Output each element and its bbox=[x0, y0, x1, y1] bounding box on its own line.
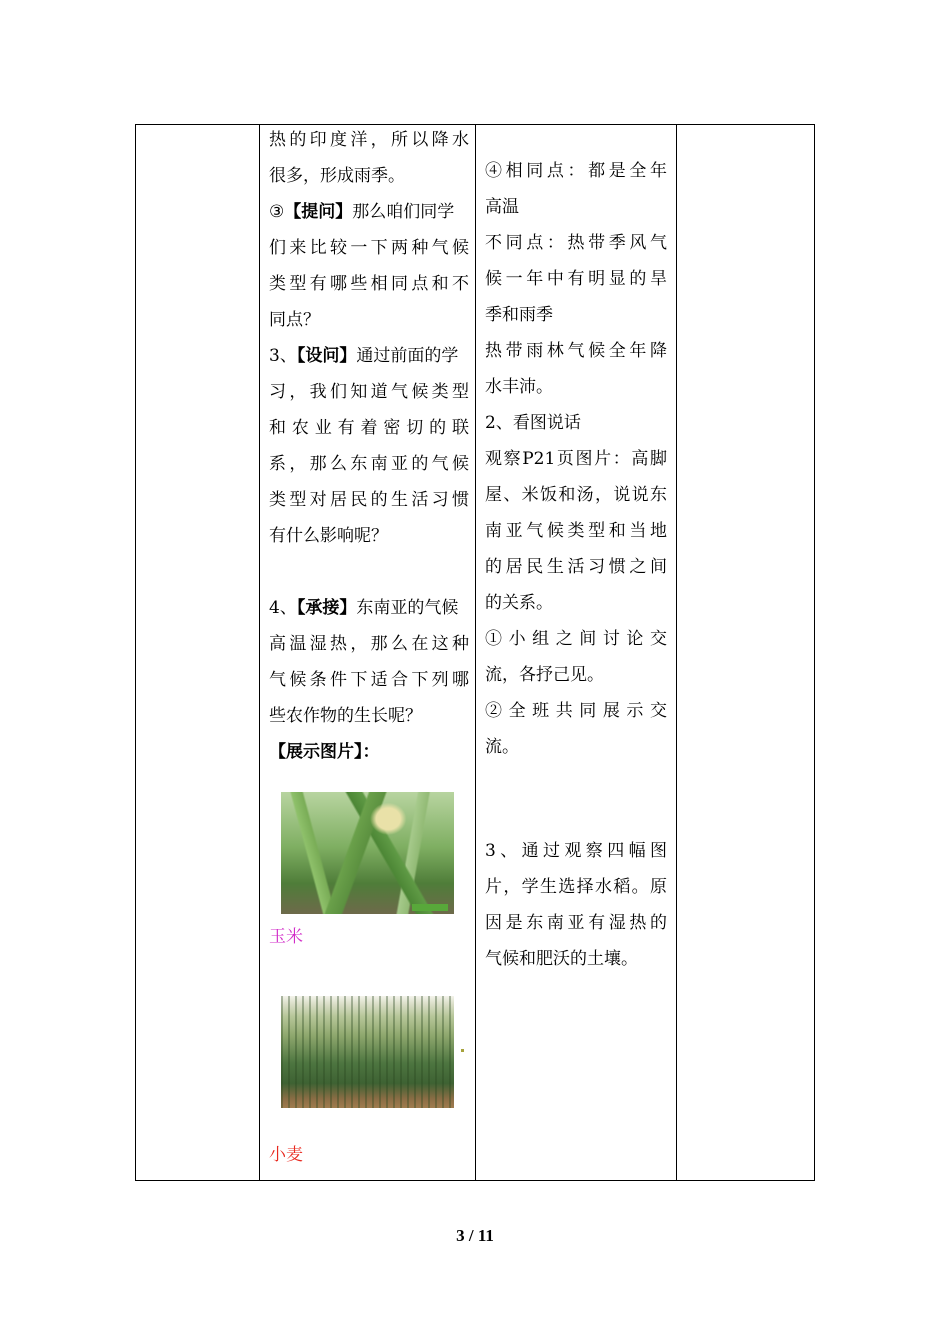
text-line: 系，那么东南亚的气候 bbox=[269, 454, 469, 474]
text-line: 南亚气候类型和当地 bbox=[485, 521, 667, 541]
wheat-caption: 小麦 bbox=[269, 1145, 303, 1165]
show-pictures-label: 【展示图片】： bbox=[269, 742, 380, 762]
text-line: 季和雨季 bbox=[485, 305, 553, 325]
text-line: 高温湿热，那么在这种 bbox=[269, 634, 469, 654]
text-line: 气候和肥沃的土壤。 bbox=[485, 949, 638, 969]
blank-line bbox=[269, 554, 469, 590]
stray-mark bbox=[461, 1049, 464, 1052]
column-divider bbox=[259, 125, 260, 1180]
question-3b-heading: 3、【设问】通过前面的学 bbox=[269, 346, 459, 366]
text-line: 因是东南亚有湿热的 bbox=[485, 913, 667, 933]
corn-caption: 玉米 bbox=[269, 927, 303, 947]
text-line: 有什么影响呢？ bbox=[269, 526, 388, 546]
teacher-activity-cell bbox=[269, 122, 469, 1165]
text-line: 的关系。 bbox=[485, 593, 553, 613]
text-line: 片，学生选择水稻。原 bbox=[485, 877, 667, 897]
text-line: 同点？ bbox=[269, 310, 320, 330]
text-line: 屋、米饭和汤，说说东 bbox=[485, 485, 667, 505]
column-divider bbox=[676, 125, 677, 1180]
watermark-badge bbox=[412, 904, 448, 911]
text-line: 观察P21页图片：高脚 bbox=[485, 449, 667, 469]
text-line: 水丰沛。 bbox=[485, 377, 553, 397]
text-line: ②全班共同展示交 bbox=[485, 701, 667, 721]
lesson-table bbox=[135, 124, 815, 1181]
text-line: 和农业有着密切的联 bbox=[269, 418, 469, 438]
corn-photo bbox=[281, 792, 454, 914]
text-line: 很多，形成雨季。 bbox=[269, 166, 405, 186]
text-line: 的居民生活习惯之间 bbox=[485, 557, 667, 577]
text-line: 高温 bbox=[485, 197, 519, 217]
text-line: 流。 bbox=[485, 737, 519, 757]
student-activity-cell bbox=[485, 153, 667, 977]
text-line: 流，各抒己见。 bbox=[485, 665, 604, 685]
text-line: 热的印度洋，所以降水 bbox=[269, 130, 469, 150]
question-3-heading: ③【提问】那么咱们同学 bbox=[269, 202, 455, 222]
wheat-photo bbox=[281, 996, 454, 1108]
text-line: 不同点：热带季风气 bbox=[485, 233, 667, 253]
text-line: 些农作物的生长呢？ bbox=[269, 706, 422, 726]
text-line: ①小组之间讨论交 bbox=[485, 629, 667, 649]
text-line: 气候条件下适合下列哪 bbox=[269, 670, 469, 690]
text-line: ④相同点：都是全年 bbox=[485, 161, 667, 181]
text-line: 们来比较一下两种气候 bbox=[269, 238, 469, 258]
page-number: 3 / 11 bbox=[456, 1226, 494, 1245]
text-line: 习，我们知道气候类型 bbox=[269, 382, 469, 402]
text-line: 类型对居民的生活习惯 bbox=[269, 490, 469, 510]
column-divider bbox=[475, 125, 476, 1180]
text-line: 候一年中有明显的旱 bbox=[485, 269, 667, 289]
text-line: 热带雨林气候全年降 bbox=[485, 341, 667, 361]
text-line: 类型有哪些相同点和不 bbox=[269, 274, 469, 294]
text-line: 3、通过观察四幅图 bbox=[485, 841, 667, 861]
blank-line bbox=[485, 765, 667, 833]
text-line: 2、看图说话 bbox=[485, 413, 581, 433]
question-4-heading: 4、【承接】东南亚的气候 bbox=[269, 598, 459, 618]
